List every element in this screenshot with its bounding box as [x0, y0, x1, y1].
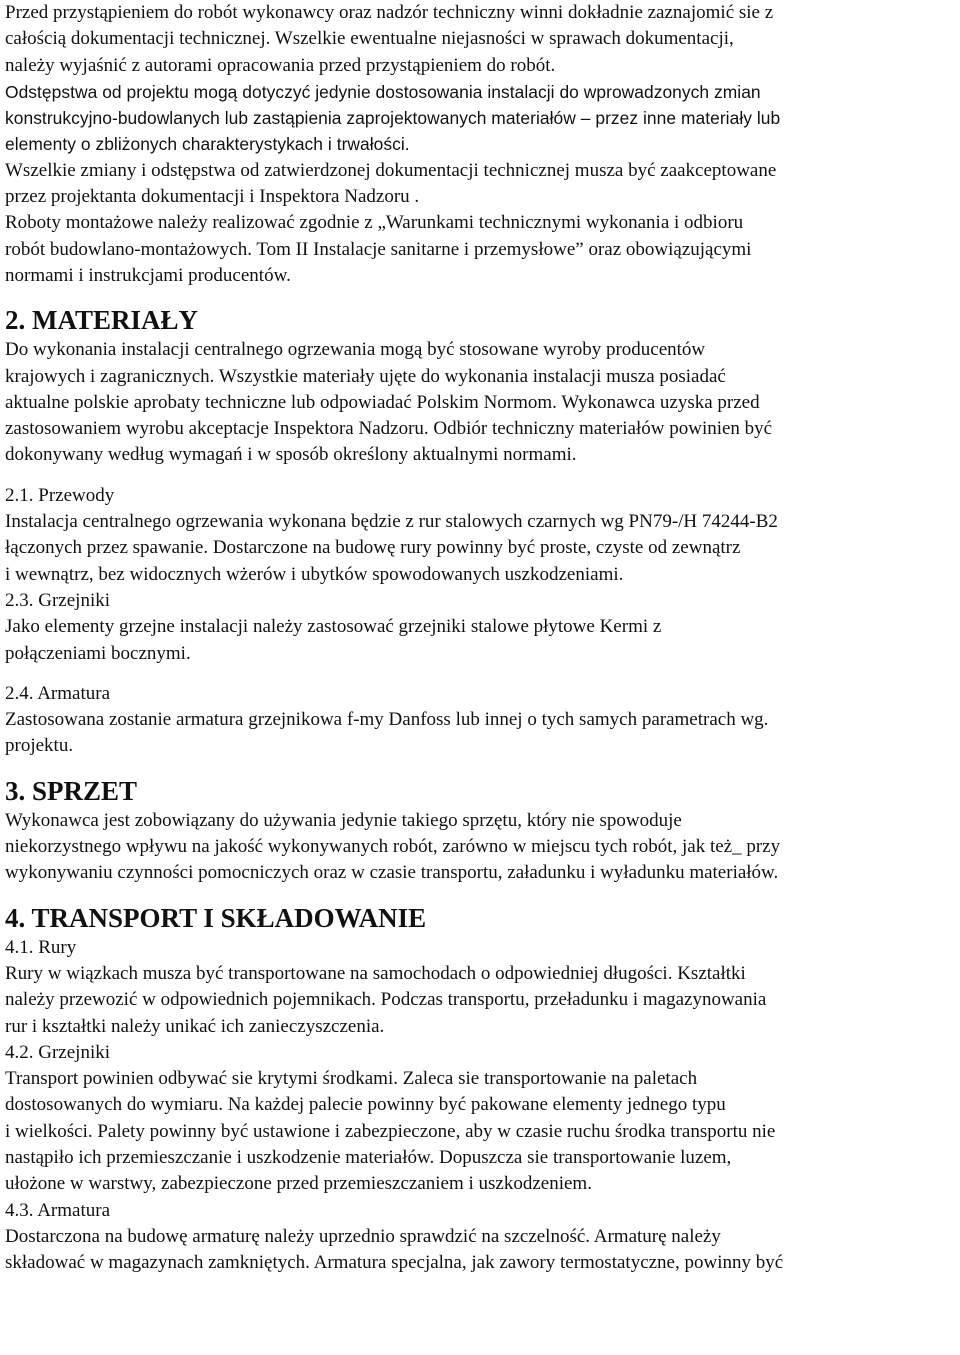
spacer	[5, 887, 957, 901]
text-line: Transport powinien odbywać sie krytymi środkami. Zaleca sie transportowanie na paletach	[5, 1068, 698, 1090]
text-line: składować w magazynach zamkniętych. Armatura specjalna, jak zawory termostatyczne, powinny być	[5, 1252, 784, 1274]
text-line: Rury w wiązkach musza być transportowane na samochodach o odpowiedniej długości. Kształtki	[5, 962, 746, 984]
text-line: zastosowaniem wyrobu akceptacje Inspektora Nadzoru. Odbiór techniczny materiałów powinien być	[5, 418, 773, 440]
text-line: nastąpiło ich przemieszczanie i uszkodzenie materiałów. Dopuszcza sie transportowanie luzem,	[5, 1146, 732, 1168]
subsection-2-3-body	[5, 614, 957, 667]
text-line: należy przewozić w odpowiednich pojemnikach. Podczas transportu, przeładunku i magazynowania	[5, 989, 767, 1011]
subsection-2-4-body	[5, 707, 957, 760]
section-3-body	[5, 808, 957, 887]
text-line: Odstępstwa od projektu mogą dotyczyć jedynie dostosowania instalacji do wprowadzonych zmian	[5, 81, 761, 102]
intro-paragraph	[5, 0, 957, 79]
text-line: należy wyjaśnić z autorami opracowania przed przystąpieniem do robót.	[5, 54, 556, 76]
text-line: dokonywany według wymagań i w sposób określony aktualnymi normami.	[5, 444, 577, 466]
text-line: Wszelkie zmiany i odstępstwa od zatwierdzonej dokumentacji technicznej musza być zaakceptowane	[5, 159, 777, 181]
text-line: całością dokumentacji technicznej. Wszelkie ewentualne niejasności w sprawach dokumentacji,	[5, 28, 734, 50]
section-4-heading	[5, 901, 957, 935]
text-line: i wielkości. Palety powinny być ustawione i zabezpieczone, aby w czasie ruchu środka transportu nie	[5, 1120, 776, 1142]
spacer	[5, 469, 957, 483]
section-2-heading	[5, 303, 957, 337]
text-line: Zastosowana zostanie armatura grzejnikowa f-my Danfoss lub innej o tych samych parametrach wg.	[5, 709, 769, 731]
text-line: konstrukcyjno-budowlanych lub zastąpienia zaprojektowanych materiałów – przez inne materiały lub	[5, 108, 781, 129]
section-3-heading	[5, 774, 957, 808]
changes-paragraph	[5, 158, 957, 211]
text-line: elementy o zbliżonych charakterystykach i trwałości.	[5, 134, 410, 155]
text-line: przez projektanta dokumentacji i Inspektora Nadzoru .	[5, 186, 420, 208]
subsection-4-2-heading: 4.2. Grzejniki	[5, 1041, 111, 1063]
subsection-2-1-heading: 2.1. Przewody	[5, 484, 115, 506]
spacer	[5, 760, 957, 774]
section-title: TRANSPORT I SKŁADOWANIE	[31, 902, 427, 933]
document-page	[5, 0, 957, 1276]
text-line: krajowych i zagranicznych. Wszystkie materiały ujęte do wykonania instalacji musza posiadać	[5, 365, 726, 387]
subsection-4-1-body	[5, 961, 957, 1040]
subsection-4-3-heading: 4.3. Armatura	[5, 1199, 111, 1221]
section-number: 4.	[5, 902, 26, 933]
section-title: SPRZET	[32, 775, 138, 806]
text-line: Przed przystąpieniem do robót wykonawcy oraz nadzór techniczny winni dokładnie zaznajomić sie z	[5, 2, 774, 23]
subsection-2-3-heading: 2.3. Grzejniki	[5, 589, 111, 611]
section-title: MATERIAŁY	[32, 305, 199, 336]
text-line: połączeniami bocznymi.	[5, 642, 191, 664]
installation-paragraph	[5, 210, 957, 289]
text-line: robót budowlano-montażowych. Tom II Instalacje sanitarne i przemysłowe” oraz obowiązującymi	[5, 238, 752, 260]
text-line: Dostarczona na budowę armaturę należy uprzednio sprawdzić na szczelność. Armaturę należy	[5, 1225, 721, 1247]
text-line: Instalacja centralnego ogrzewania wykonana będzie z rur stalowych czarnych wg PN79-/H 74244-B2	[5, 511, 778, 533]
text-line: Do wykonania instalacji centralnego ogrzewania mogą być stosowane wyroby producentów	[5, 339, 706, 361]
text-line: projektu.	[5, 735, 74, 757]
text-line: dostosowanych do wymiaru. Na każdej palecie powinny być pakowane elementy jednego typu	[5, 1094, 726, 1116]
text-line: niekorzystnego wpływu na jakość wykonywanych robót, zarówno w miejscu tych robót, jak też_ przy	[5, 836, 781, 858]
text-line: i wewnątrz, bez widocznych wżerów i ubytków spowodowanych uszkodzeniami.	[5, 563, 624, 585]
text-line: ułożone w warstwy, zabezpieczone przed przemieszczaniem i uszkodzeniem.	[5, 1173, 592, 1195]
spacer	[5, 289, 957, 303]
section-number: 2.	[5, 305, 26, 336]
text-line: Roboty montażowe należy realizować zgodnie z „Warunkami technicznymi wykonania i odbioru	[5, 212, 744, 234]
text-line: aktualne polskie aprobaty techniczne lub odpowiadać Polskim Normom. Wykonawca uzyska przed	[5, 391, 760, 413]
text-line: rur i kształtki należy unikać ich zanieczyszczenia.	[5, 1015, 385, 1037]
subsection-4-1-heading: 4.1. Rury	[5, 936, 77, 958]
deviation-paragraph	[5, 79, 957, 158]
subsection-2-1-body	[5, 509, 957, 588]
text-line: Jako elementy grzejne instalacji należy zastosować grzejniki stalowe płytowe Kermi z	[5, 616, 662, 638]
subsection-2-4-heading: 2.4. Armatura	[5, 682, 111, 704]
subsection-4-3-body	[5, 1224, 957, 1277]
spacer	[5, 667, 957, 681]
section-2-body	[5, 337, 957, 468]
text-line: Wykonawca jest zobowiązany do używania jedynie takiego sprzętu, który nie spowoduje	[5, 809, 682, 831]
text-line: wykonywaniu czynności pomocniczych oraz w czasie transportu, załadunku i wyładunku materiałów.	[5, 862, 779, 884]
text-line: normami i instrukcjami producentów.	[5, 264, 291, 286]
subsection-4-2-body	[5, 1066, 957, 1197]
text-line: łączonych przez spawanie. Dostarczone na budowę rury powinny być proste, czyste od zewnątrz	[5, 537, 741, 559]
section-number: 3.	[5, 775, 26, 806]
